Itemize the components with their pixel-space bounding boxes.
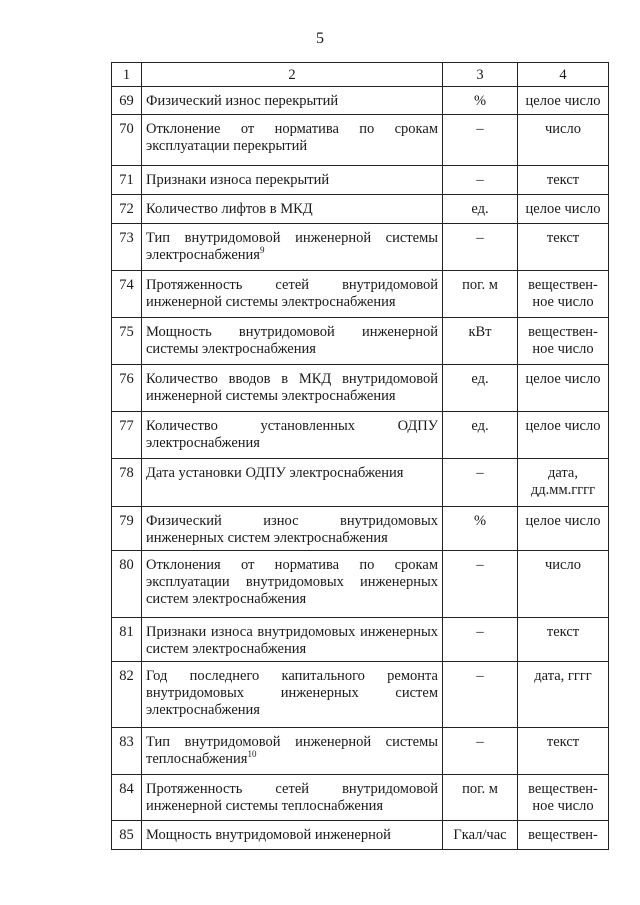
row-unit: – xyxy=(443,224,518,271)
row-value-type: веществен-ное число xyxy=(518,318,609,365)
row-number: 73 xyxy=(112,224,142,271)
row-unit: – xyxy=(443,551,518,618)
row-description-text: Отклонения от норматива по срокам эксплуатации внутридомовых инженерных систем электроснабжения xyxy=(146,557,438,607)
row-description xyxy=(142,365,443,412)
row-description-text: Мощность внутридомовой инженерной xyxy=(146,827,391,843)
row-value-type: целое число xyxy=(518,507,609,551)
row-description-text: Физический износ перекрытий xyxy=(146,93,339,109)
table-row xyxy=(112,728,609,775)
row-number: 85 xyxy=(112,821,142,850)
footnote-marker: 9 xyxy=(259,245,265,256)
row-description-text: Количество лифтов в МКД xyxy=(146,201,313,217)
row-description xyxy=(142,166,443,195)
row-unit: – xyxy=(443,459,518,507)
header-col-4: 4 xyxy=(518,63,609,87)
row-description-text: Количество установленных ОДПУ электроснабжения xyxy=(146,418,438,451)
row-description-text: Тип внутридомовой инженерной системы электроснабжения xyxy=(146,230,438,263)
row-description-text: Мощность внутридомовой инженерной системы электроснабжения xyxy=(146,324,438,357)
row-value-type: веществен-ное число xyxy=(518,775,609,821)
row-unit: пог. м xyxy=(443,271,518,318)
row-description-text: Отклонение от норматива по срокам эксплуатации перекрытий xyxy=(146,121,438,154)
table-row xyxy=(112,365,609,412)
row-number: 77 xyxy=(112,412,142,459)
row-unit: ед. xyxy=(443,195,518,224)
row-number: 84 xyxy=(112,775,142,821)
table-row xyxy=(112,618,609,662)
row-value-type: целое число xyxy=(518,87,609,115)
row-value-type: дата, гггг xyxy=(518,662,609,728)
row-description xyxy=(142,821,443,850)
row-description-text: Признаки износа перекрытий xyxy=(146,172,330,188)
row-unit: ед. xyxy=(443,412,518,459)
row-description xyxy=(142,115,443,166)
row-value-type: целое число xyxy=(518,195,609,224)
table-row xyxy=(112,551,609,618)
row-description xyxy=(142,618,443,662)
row-value-type: текст xyxy=(518,618,609,662)
header-col-2: 2 xyxy=(142,63,443,87)
row-description-text: Количество вводов в МКД внутридомовой инженерной системы электроснабжения xyxy=(146,371,438,404)
table-header-row xyxy=(112,63,609,87)
table-row xyxy=(112,115,609,166)
row-description xyxy=(142,728,443,775)
row-description-text: Протяженность сетей внутридомовой инженерной системы электроснабжения xyxy=(146,277,438,310)
row-description-text: Физический износ внутридомовых инженерных систем электроснабжения xyxy=(146,513,438,546)
row-unit: % xyxy=(443,87,518,115)
footnote-marker: 10 xyxy=(247,749,257,760)
row-number: 74 xyxy=(112,271,142,318)
table-row xyxy=(112,662,609,728)
row-description-text: Признаки износа внутридомовых инженерных систем электроснабжения xyxy=(146,624,438,657)
row-value-type: дата, дд.мм.гггг xyxy=(518,459,609,507)
row-value-type: число xyxy=(518,551,609,618)
row-unit: – xyxy=(443,662,518,728)
row-unit: – xyxy=(443,618,518,662)
row-number: 72 xyxy=(112,195,142,224)
table-row xyxy=(112,412,609,459)
row-unit: – xyxy=(443,728,518,775)
page-number: 5 xyxy=(316,30,324,47)
row-number: 70 xyxy=(112,115,142,166)
row-description xyxy=(142,87,443,115)
row-description xyxy=(142,271,443,318)
table-row xyxy=(112,87,609,115)
table-row xyxy=(112,195,609,224)
table-row xyxy=(112,224,609,271)
row-number: 79 xyxy=(112,507,142,551)
row-unit: пог. м xyxy=(443,775,518,821)
row-number: 71 xyxy=(112,166,142,195)
table-row xyxy=(112,775,609,821)
row-number: 69 xyxy=(112,87,142,115)
row-description xyxy=(142,775,443,821)
row-number: 80 xyxy=(112,551,142,618)
table-row xyxy=(112,459,609,507)
row-value-type: число xyxy=(518,115,609,166)
row-description xyxy=(142,459,443,507)
row-description xyxy=(142,507,443,551)
row-number: 82 xyxy=(112,662,142,728)
row-unit: – xyxy=(443,166,518,195)
specification-table xyxy=(111,62,609,850)
row-number: 75 xyxy=(112,318,142,365)
row-description xyxy=(142,195,443,224)
table-row xyxy=(112,507,609,551)
row-description-text: Год последнего капитального ремонта внутридомовых инженерных систем электроснабжения xyxy=(146,668,438,718)
row-number: 78 xyxy=(112,459,142,507)
row-value-type: текст xyxy=(518,166,609,195)
table-row xyxy=(112,271,609,318)
table-row xyxy=(112,166,609,195)
row-description-text: Протяженность сетей внутридомовой инженерной системы теплоснабжения xyxy=(146,781,438,814)
row-description xyxy=(142,318,443,365)
row-unit: Гкал/час xyxy=(443,821,518,850)
row-unit: кВт xyxy=(443,318,518,365)
row-number: 83 xyxy=(112,728,142,775)
row-description xyxy=(142,551,443,618)
row-value-type: текст xyxy=(518,728,609,775)
table-row xyxy=(112,318,609,365)
row-unit: % xyxy=(443,507,518,551)
row-unit: – xyxy=(443,115,518,166)
row-value-type: текст xyxy=(518,224,609,271)
header-col-3: 3 xyxy=(443,63,518,87)
table-row xyxy=(112,821,609,850)
row-description xyxy=(142,224,443,271)
row-description-text: Тип внутридомовой инженерной системы теплоснабжения xyxy=(146,734,438,767)
row-value-type: целое число xyxy=(518,365,609,412)
row-description xyxy=(142,412,443,459)
row-value-type: веществен- xyxy=(518,821,609,850)
row-number: 76 xyxy=(112,365,142,412)
header-col-1: 1 xyxy=(112,63,142,87)
row-number: 81 xyxy=(112,618,142,662)
row-description-text: Дата установки ОДПУ электроснабжения xyxy=(146,465,404,481)
row-description xyxy=(142,662,443,728)
row-value-type: веществен-ное число xyxy=(518,271,609,318)
row-value-type: целое число xyxy=(518,412,609,459)
row-unit: ед. xyxy=(443,365,518,412)
